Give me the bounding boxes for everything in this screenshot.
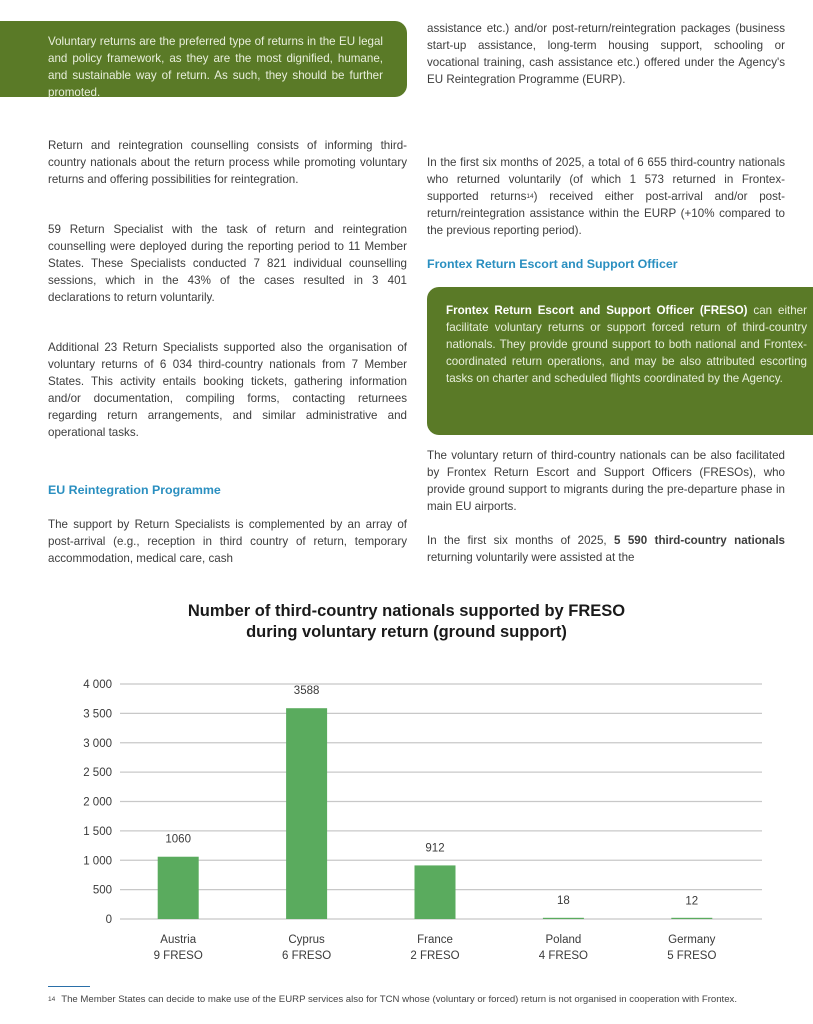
x-tick-sublabel: 5 FRESO: [667, 950, 717, 962]
freso-stats-text-a: In the first six months of 2025,: [427, 534, 615, 547]
footnote-ref-14[interactable]: 14: [526, 192, 534, 200]
data-label: 912: [425, 842, 445, 855]
chart-x-axis: [154, 934, 717, 962]
y-tick-label: 1 500: [83, 825, 112, 838]
bar-poland: [543, 918, 584, 919]
chart-title-line-2: during voluntary return (ground support): [246, 623, 567, 641]
freso-callout: [427, 287, 813, 435]
freso-callout-title: Frontex Return Escort and Support Officer (FRESO): [446, 304, 748, 317]
freso-heading: Frontex Return Escort and Support Officer: [427, 257, 678, 271]
footnote-text: The Member States can decide to make use of the EURP services also for TCN whose (voluntary or forced) return is not organised in cooperation with Frontex.: [61, 994, 738, 1005]
freso-stats-paragraph: [427, 533, 785, 567]
bar-france: [415, 865, 456, 919]
freso-stats-bold: 5 590 third-country nationals: [614, 534, 785, 547]
data-label: 12: [685, 895, 699, 908]
additional-specialists-paragraph: Additional 23 Return Specialists supported also the organisation of voluntary returns of 6 034 third-country nationals from 7 Member States. This activity entails booking tickets, gathering information and/or documentation, compiling forms, contacting returnees regarding return arrangements, and similar administrative and operational tasks.: [48, 341, 407, 439]
eurp-stats-text-a: In the first six months of 2025, a total of 6 655 third-country nationals who returned voluntarily (of which 1 573 returned in Frontex-supported returns: [427, 156, 785, 203]
y-tick-label: 500: [92, 884, 112, 897]
y-tick-label: 0: [105, 914, 112, 926]
x-tick-label: Poland: [545, 934, 582, 946]
x-tick-label: Germany: [668, 934, 716, 946]
packages-paragraph: assistance etc.) and/or post-return/reintegration packages (business start-up assistance, long-term housing support, schooling or vocational training, cash assistance etc.) offered under the Agency's EU Reintegration Programme (EURP).: [427, 22, 785, 86]
x-tick-label: Cyprus: [288, 934, 325, 946]
callout-text: Voluntary returns are the preferred type of returns in the EU legal and policy framework, as they are the most dignified, humane, and sustainable way of return. As such, they should be further promoted.: [48, 35, 383, 99]
x-tick-sublabel: 4 FRESO: [538, 950, 589, 962]
eurp-stats-paragraph: [427, 155, 785, 240]
support-paragraph: The support by Return Specialists is complemented by an array of post-arrival (e.g., reception in third country of return, temporary accommodation, medical care, cash: [48, 518, 407, 565]
freso-bar-chart: [0, 660, 813, 980]
x-tick-label: France: [417, 934, 453, 946]
counselling-paragraph: Return and reintegration counselling consists of informing third-country nationals about the return process while promoting voluntary returns and offering possibilities for reintegration.: [48, 139, 407, 186]
footnote: [48, 993, 768, 1007]
y-tick-label: 3 000: [83, 737, 112, 750]
freso-airports-paragraph: The voluntary return of third-country nationals can be also facilitated by Frontex Return Escort and Support Officers (FRESOs), who provide ground support to migrants during the pre-departure phase in main EU airports.: [427, 449, 785, 513]
eurp-stats-text-b: ) received either post-arrival and/or post-return/reintegration assistance within the EURP (+10% compared to the previous reporting period).: [427, 189, 785, 237]
chart-title-line-1: Number of third-country nationals supported by FRESO: [187, 602, 626, 620]
bar-germany: [671, 918, 712, 919]
bar-cyprus: [286, 708, 327, 919]
y-tick-label: 2 500: [83, 767, 112, 780]
x-tick-sublabel: 2 FRESO: [410, 950, 460, 962]
freso-stats-text-b: returning voluntarily were assisted at the: [427, 550, 635, 564]
eurp-heading: EU Reintegration Programme: [48, 483, 221, 497]
x-tick-sublabel: 6 FRESO: [281, 950, 332, 962]
y-tick-label: 1 000: [83, 855, 112, 868]
bar-austria: [158, 857, 199, 919]
chart-title: [0, 601, 813, 643]
footnote-number: 14: [48, 996, 56, 1003]
data-label: 1060: [165, 833, 191, 846]
chart-y-axis: [83, 679, 112, 926]
data-label: 3588: [293, 685, 320, 698]
x-tick-label: Austria: [160, 934, 197, 946]
footnote-divider: [48, 986, 90, 987]
chart-bars: [158, 708, 713, 919]
x-tick-sublabel: 9 FRESO: [153, 950, 203, 962]
y-tick-label: 4 000: [83, 679, 112, 691]
data-label: 18: [557, 894, 570, 907]
return-specialists-paragraph: 59 Return Specialist with the task of return and reintegration counselling were deployed during the reporting period to 11 Member States. These Specialists conducted 7 821 individual counselling sessions, which in the 43% of the cases resulted in 3 401 declarations to return voluntarily.: [48, 223, 407, 304]
freso-callout-text: can either facilitate voluntary returns or support forced return of third-country nationals. They provide ground support to both national and Frontex-coordinated return operations, and may be also attributed escorting tasks on charter and scheduled flights coordinated by the Agency.: [446, 304, 807, 385]
y-tick-label: 3 500: [83, 708, 112, 721]
voluntary-returns-callout: [0, 21, 407, 97]
y-tick-label: 2 000: [83, 796, 112, 809]
